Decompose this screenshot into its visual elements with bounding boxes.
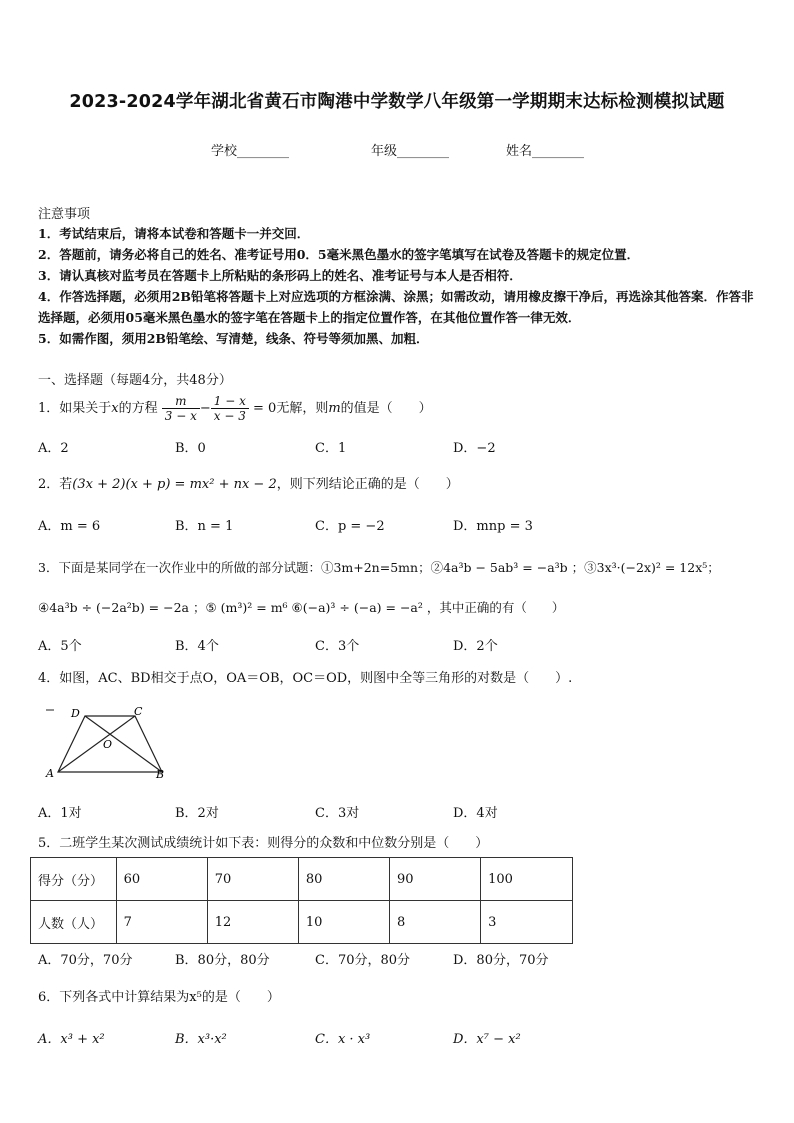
- table-cell: 12: [207, 901, 298, 944]
- q4-option-d[interactable]: D．4对: [453, 806, 498, 821]
- q1-option-a[interactable]: A．2: [38, 441, 69, 456]
- question-4: 4．如图，AC、BD相交于点O，OA＝OB，OC＝OD，则图中全等三角形的对数是（ ）.: [38, 671, 573, 686]
- label-b: B: [156, 768, 165, 781]
- grade-field[interactable]: 年级________: [371, 144, 450, 159]
- q1-f1-num: m: [162, 394, 200, 409]
- q1-var-m: m: [328, 401, 341, 416]
- table-cell: 得分（分）: [31, 858, 117, 901]
- notice-item: 2．答题前，请务必将自己的姓名、准考证号用0．5毫米黑色墨水的签字笔填写在试卷及答题卡的规定位置．: [38, 247, 640, 262]
- q1-fraction-2: [211, 394, 249, 423]
- table-cell: 80: [298, 858, 389, 901]
- q2-option-c[interactable]: C．p = −2: [315, 519, 385, 534]
- q1-suffix2: 的值是（ ）: [340, 401, 432, 416]
- q6-option-a[interactable]: A．x³ + x²: [38, 1032, 105, 1047]
- table-row: [31, 858, 573, 901]
- q1-prefix: 1．如果关于: [38, 401, 112, 416]
- label-a: A: [46, 767, 54, 780]
- notice-item: 1．考试结束后，请将本试卷和答题卡一并交回．: [38, 226, 310, 241]
- school-field[interactable]: 学校________: [211, 144, 290, 159]
- q3-option-b[interactable]: B．4个: [175, 639, 219, 654]
- q2-expr: (3x + 2)(x + p) = mx² + nx − 2: [72, 477, 277, 492]
- q1-eq: = 0: [253, 401, 277, 416]
- q3-option-d[interactable]: D．2个: [453, 639, 498, 654]
- q6-option-b[interactable]: B．x³·x²: [175, 1032, 227, 1047]
- q1-minus: −: [199, 401, 211, 416]
- question-1: [38, 394, 432, 423]
- label-d: D: [71, 707, 80, 720]
- table-cell: 7: [116, 901, 207, 944]
- q1-fraction-1: [162, 394, 200, 423]
- q1-option-d[interactable]: D．−2: [453, 441, 496, 456]
- q1-option-c[interactable]: C．1: [315, 441, 347, 456]
- q1-mid: 的方程: [118, 401, 158, 416]
- label-c: C: [134, 705, 143, 718]
- notice-item: 5．如需作图，须用2B铅笔绘、写清楚，线条、符号等须加黑、加粗．: [38, 331, 429, 346]
- q5-option-a[interactable]: A．70分，70分: [38, 953, 133, 968]
- q3-option-c[interactable]: C．3个: [315, 639, 360, 654]
- q2-prefix: 2．若: [38, 477, 73, 492]
- notice-list: [38, 223, 763, 349]
- name-field[interactable]: 姓名________: [506, 144, 585, 159]
- q6-option-c[interactable]: C．x · x³: [315, 1032, 371, 1047]
- q1-var-x: x: [111, 401, 119, 416]
- table-cell: 3: [481, 901, 573, 944]
- question-3-line-1: 3．下面是某同学在一次作业中的所做的部分试题：①3m+2n=5mn；②4a³b − 5ab³ = −a³b ；③3x³·(−2x)² = 12x⁵；: [38, 560, 720, 575]
- notice-item: 4．作答选择题，必须用2B铅笔将答题卡上对应选项的方框涂满、涂黑；如需改动，请用橡皮擦干净后，再选涂其他答案．作答非选择题，必须用05毫米黑色墨水的签字笔在答题卡上的指定位置作答，在其他位置作答一律无效．: [38, 289, 754, 325]
- q4-option-a[interactable]: A．1对: [38, 806, 82, 821]
- q1-f2-num: 1 − x: [211, 394, 249, 409]
- q2-option-b[interactable]: B．n = 1: [175, 519, 234, 534]
- section-heading: 一、选择题（每题4分，共48分）: [38, 373, 232, 388]
- exam-title: 2023-2024学年湖北省黄石市陶港中学数学八年级第一学期期末达标检测模拟试题: [69, 92, 725, 112]
- q1-f2-den: x − 3: [213, 409, 246, 423]
- question-6: 6．下列各式中计算结果为x⁵的是（ ）: [38, 990, 280, 1005]
- q5-option-c[interactable]: C．70分，80分: [315, 953, 411, 968]
- q4-option-c[interactable]: C．3对: [315, 806, 360, 821]
- q1-option-b[interactable]: B．0: [175, 441, 206, 456]
- label-o: O: [103, 738, 113, 751]
- question-2: [38, 473, 459, 492]
- q6-option-d[interactable]: D．x⁷ − x²: [453, 1032, 521, 1047]
- table-cell: 8: [390, 901, 481, 944]
- q2-option-d[interactable]: D．mnp = 3: [453, 519, 533, 534]
- table-cell: 60: [116, 858, 207, 901]
- q1-suffix1: 无解，则: [276, 401, 329, 416]
- notice-heading: 注意事项: [38, 207, 91, 222]
- notice-item: 3．请认真核对监考员在答题卡上所粘贴的条形码上的姓名、准考证号与本人是否相符．: [38, 268, 522, 283]
- table-row: [31, 901, 573, 944]
- q5-option-b[interactable]: B．80分，80分: [175, 953, 270, 968]
- q3-option-a[interactable]: A．5个: [38, 639, 82, 654]
- table-cell: 10: [298, 901, 389, 944]
- q2-option-a[interactable]: A．m = 6: [38, 519, 101, 534]
- table-cell: 70: [207, 858, 298, 901]
- question-3-line-2: ④4a³b ÷ (−2a²b) = −2a ；⑤ (m³)² = m⁶ ⑥(−a)³ ÷ (−a) = −a² ，其中正确的有（ ）: [38, 600, 565, 615]
- q2-suffix: ，则下列结论正确的是（ ）: [276, 477, 459, 492]
- question-5: 5．二班学生某次测试成绩统计如下表：则得分的众数和中位数分别是（ ）: [38, 836, 489, 851]
- q4-figure: [38, 700, 178, 785]
- score-table: [30, 857, 573, 944]
- table-cell: 人数（人）: [31, 901, 117, 944]
- table-cell: 100: [481, 858, 573, 901]
- q4-option-b[interactable]: B．2对: [175, 806, 219, 821]
- table-cell: 90: [390, 858, 481, 901]
- q5-option-d[interactable]: D．80分，70分: [453, 953, 549, 968]
- q1-f1-den: 3 − x: [164, 409, 197, 423]
